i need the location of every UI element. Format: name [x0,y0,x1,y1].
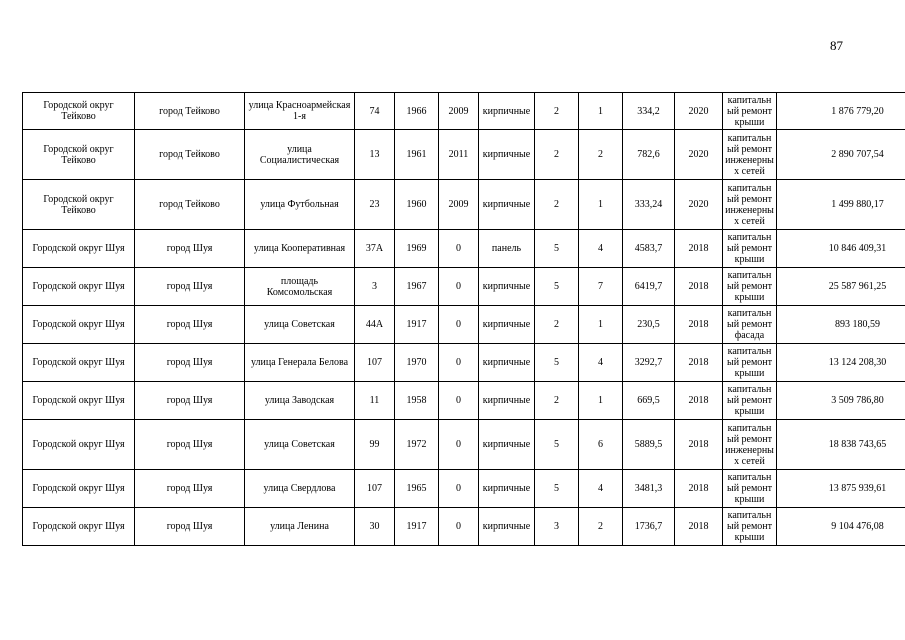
cell-settlement: город Шуя [135,382,245,420]
cell-cost: 1 876 779,20 [777,93,905,130]
cell-repair-type: капитальный ремонт инженерных сетей [723,130,777,180]
cell-area: 3481,3 [623,470,675,508]
cell-planned-year: 2018 [675,344,723,382]
cell-settlement: город Тейково [135,180,245,230]
cell-entrances: 1 [579,93,623,130]
table-row [23,180,905,230]
cell-year-built: 1917 [395,508,439,546]
table-row [23,230,905,268]
cell-municipality: Городской округ Тейково [23,93,135,130]
cell-repair-type: капитальный ремонт крыши [723,268,777,306]
cell-street: улица Свердлова [245,470,355,508]
cell-municipality: Городской округ Шуя [23,470,135,508]
cell-area: 1736,7 [623,508,675,546]
cell-year-built: 1960 [395,180,439,230]
cell-area: 334,2 [623,93,675,130]
cell-repair-type: капитальный ремонт крыши [723,344,777,382]
cell-cost: 1 499 880,17 [777,180,905,230]
cell-floors: 2 [535,382,579,420]
cell-cost: 18 838 743,65 [777,420,905,470]
cell-entrances: 1 [579,382,623,420]
cell-street: улица Советская [245,420,355,470]
cell-entrances: 2 [579,508,623,546]
cell-last-repair-year: 2011 [439,130,479,180]
cell-floors: 2 [535,180,579,230]
cell-street: улица Кооперативная [245,230,355,268]
cell-repair-type: капитальный ремонт инженерных сетей [723,420,777,470]
cell-cost: 893 180,59 [777,306,905,344]
cell-floors: 5 [535,344,579,382]
cell-wall-material: кирпичные [479,420,535,470]
cell-municipality: Городской округ Шуя [23,508,135,546]
cell-house-number: 37А [355,230,395,268]
cell-street: улица Красноармейская 1-я [245,93,355,130]
cell-last-repair-year: 0 [439,382,479,420]
cell-wall-material: кирпичные [479,508,535,546]
cell-repair-type: капитальный ремонт инженерных сетей [723,180,777,230]
cell-last-repair-year: 2009 [439,180,479,230]
cell-municipality: Городской округ Тейково [23,130,135,180]
cell-repair-type: капитальный ремонт крыши [723,508,777,546]
cell-year-built: 1967 [395,268,439,306]
cell-last-repair-year: 0 [439,470,479,508]
cell-wall-material: кирпичные [479,130,535,180]
cell-area: 333,24 [623,180,675,230]
cell-settlement: город Шуя [135,344,245,382]
cell-wall-material: панель [479,230,535,268]
cell-year-built: 1965 [395,470,439,508]
cell-floors: 5 [535,230,579,268]
cell-planned-year: 2018 [675,230,723,268]
cell-last-repair-year: 0 [439,230,479,268]
cell-house-number: 23 [355,180,395,230]
cell-repair-type: капитальный ремонт крыши [723,382,777,420]
cell-municipality: Городской округ Шуя [23,230,135,268]
cell-cost: 3 509 786,80 [777,382,905,420]
cell-wall-material: кирпичные [479,268,535,306]
cell-entrances: 1 [579,180,623,230]
cell-wall-material: кирпичные [479,93,535,130]
cell-area: 5889,5 [623,420,675,470]
cell-street: улица Социалистическая [245,130,355,180]
cell-municipality: Городской округ Шуя [23,268,135,306]
cell-settlement: город Шуя [135,420,245,470]
cell-year-built: 1972 [395,420,439,470]
cell-repair-type: капитальный ремонт крыши [723,93,777,130]
cell-year-built: 1958 [395,382,439,420]
cell-repair-type: капитальный ремонт крыши [723,230,777,268]
cell-planned-year: 2018 [675,508,723,546]
cell-planned-year: 2018 [675,420,723,470]
cell-municipality: Городской округ Шуя [23,306,135,344]
cell-wall-material: кирпичные [479,180,535,230]
table-row [23,470,905,508]
cell-municipality: Городской округ Тейково [23,180,135,230]
cell-cost: 25 587 961,25 [777,268,905,306]
cell-planned-year: 2018 [675,268,723,306]
cell-area: 4583,7 [623,230,675,268]
housing-repair-table [22,92,905,546]
cell-settlement: город Тейково [135,130,245,180]
cell-entrances: 6 [579,420,623,470]
cell-area: 6419,7 [623,268,675,306]
table-row [23,420,905,470]
cell-street: улица Генерала Белова [245,344,355,382]
cell-repair-type: капитальный ремонт крыши [723,470,777,508]
cell-house-number: 13 [355,130,395,180]
cell-floors: 2 [535,93,579,130]
cell-year-built: 1966 [395,93,439,130]
cell-municipality: Городской округ Шуя [23,420,135,470]
cell-floors: 5 [535,470,579,508]
cell-area: 230,5 [623,306,675,344]
cell-entrances: 4 [579,344,623,382]
table-row [23,130,905,180]
table-row [23,344,905,382]
cell-settlement: город Шуя [135,306,245,344]
cell-entrances: 1 [579,306,623,344]
table-row [23,306,905,344]
cell-repair-type: капитальный ремонт фасада [723,306,777,344]
cell-last-repair-year: 0 [439,306,479,344]
cell-municipality: Городской округ Шуя [23,382,135,420]
cell-municipality: Городской округ Шуя [23,344,135,382]
cell-year-built: 1917 [395,306,439,344]
cell-house-number: 30 [355,508,395,546]
cell-planned-year: 2020 [675,130,723,180]
cell-settlement: город Шуя [135,230,245,268]
cell-street: улица Футбольная [245,180,355,230]
table-row [23,268,905,306]
cell-house-number: 3 [355,268,395,306]
cell-floors: 2 [535,306,579,344]
cell-wall-material: кирпичные [479,344,535,382]
cell-area: 669,5 [623,382,675,420]
cell-floors: 2 [535,130,579,180]
cell-area: 3292,7 [623,344,675,382]
cell-settlement: город Шуя [135,470,245,508]
cell-cost: 9 104 476,08 [777,508,905,546]
cell-entrances: 4 [579,470,623,508]
cell-year-built: 1961 [395,130,439,180]
cell-entrances: 4 [579,230,623,268]
cell-planned-year: 2018 [675,470,723,508]
cell-street: площадь Комсомольская [245,268,355,306]
cell-entrances: 7 [579,268,623,306]
cell-year-built: 1970 [395,344,439,382]
cell-settlement: город Шуя [135,268,245,306]
cell-house-number: 11 [355,382,395,420]
cell-house-number: 44А [355,306,395,344]
cell-last-repair-year: 2009 [439,93,479,130]
cell-settlement: город Шуя [135,508,245,546]
cell-last-repair-year: 0 [439,420,479,470]
cell-planned-year: 2018 [675,306,723,344]
cell-settlement: город Тейково [135,93,245,130]
cell-wall-material: кирпичные [479,470,535,508]
cell-street: улица Советская [245,306,355,344]
cell-street: улица Ленина [245,508,355,546]
cell-cost: 10 846 409,31 [777,230,905,268]
cell-floors: 3 [535,508,579,546]
table-row [23,382,905,420]
cell-year-built: 1969 [395,230,439,268]
cell-last-repair-year: 0 [439,344,479,382]
table-row [23,93,905,130]
cell-cost: 13 124 208,30 [777,344,905,382]
cell-house-number: 107 [355,344,395,382]
cell-house-number: 107 [355,470,395,508]
cell-wall-material: кирпичные [479,382,535,420]
cell-planned-year: 2020 [675,180,723,230]
cell-entrances: 2 [579,130,623,180]
table-body [23,93,905,546]
cell-house-number: 99 [355,420,395,470]
cell-planned-year: 2018 [675,382,723,420]
cell-cost: 13 875 939,61 [777,470,905,508]
cell-planned-year: 2020 [675,93,723,130]
cell-last-repair-year: 0 [439,268,479,306]
cell-floors: 5 [535,420,579,470]
cell-floors: 5 [535,268,579,306]
table-row [23,508,905,546]
cell-last-repair-year: 0 [439,508,479,546]
cell-cost: 2 890 707,54 [777,130,905,180]
page-number: 87 [830,38,843,53]
cell-street: улица Заводская [245,382,355,420]
cell-area: 782,6 [623,130,675,180]
cell-house-number: 74 [355,93,395,130]
cell-wall-material: кирпичные [479,306,535,344]
